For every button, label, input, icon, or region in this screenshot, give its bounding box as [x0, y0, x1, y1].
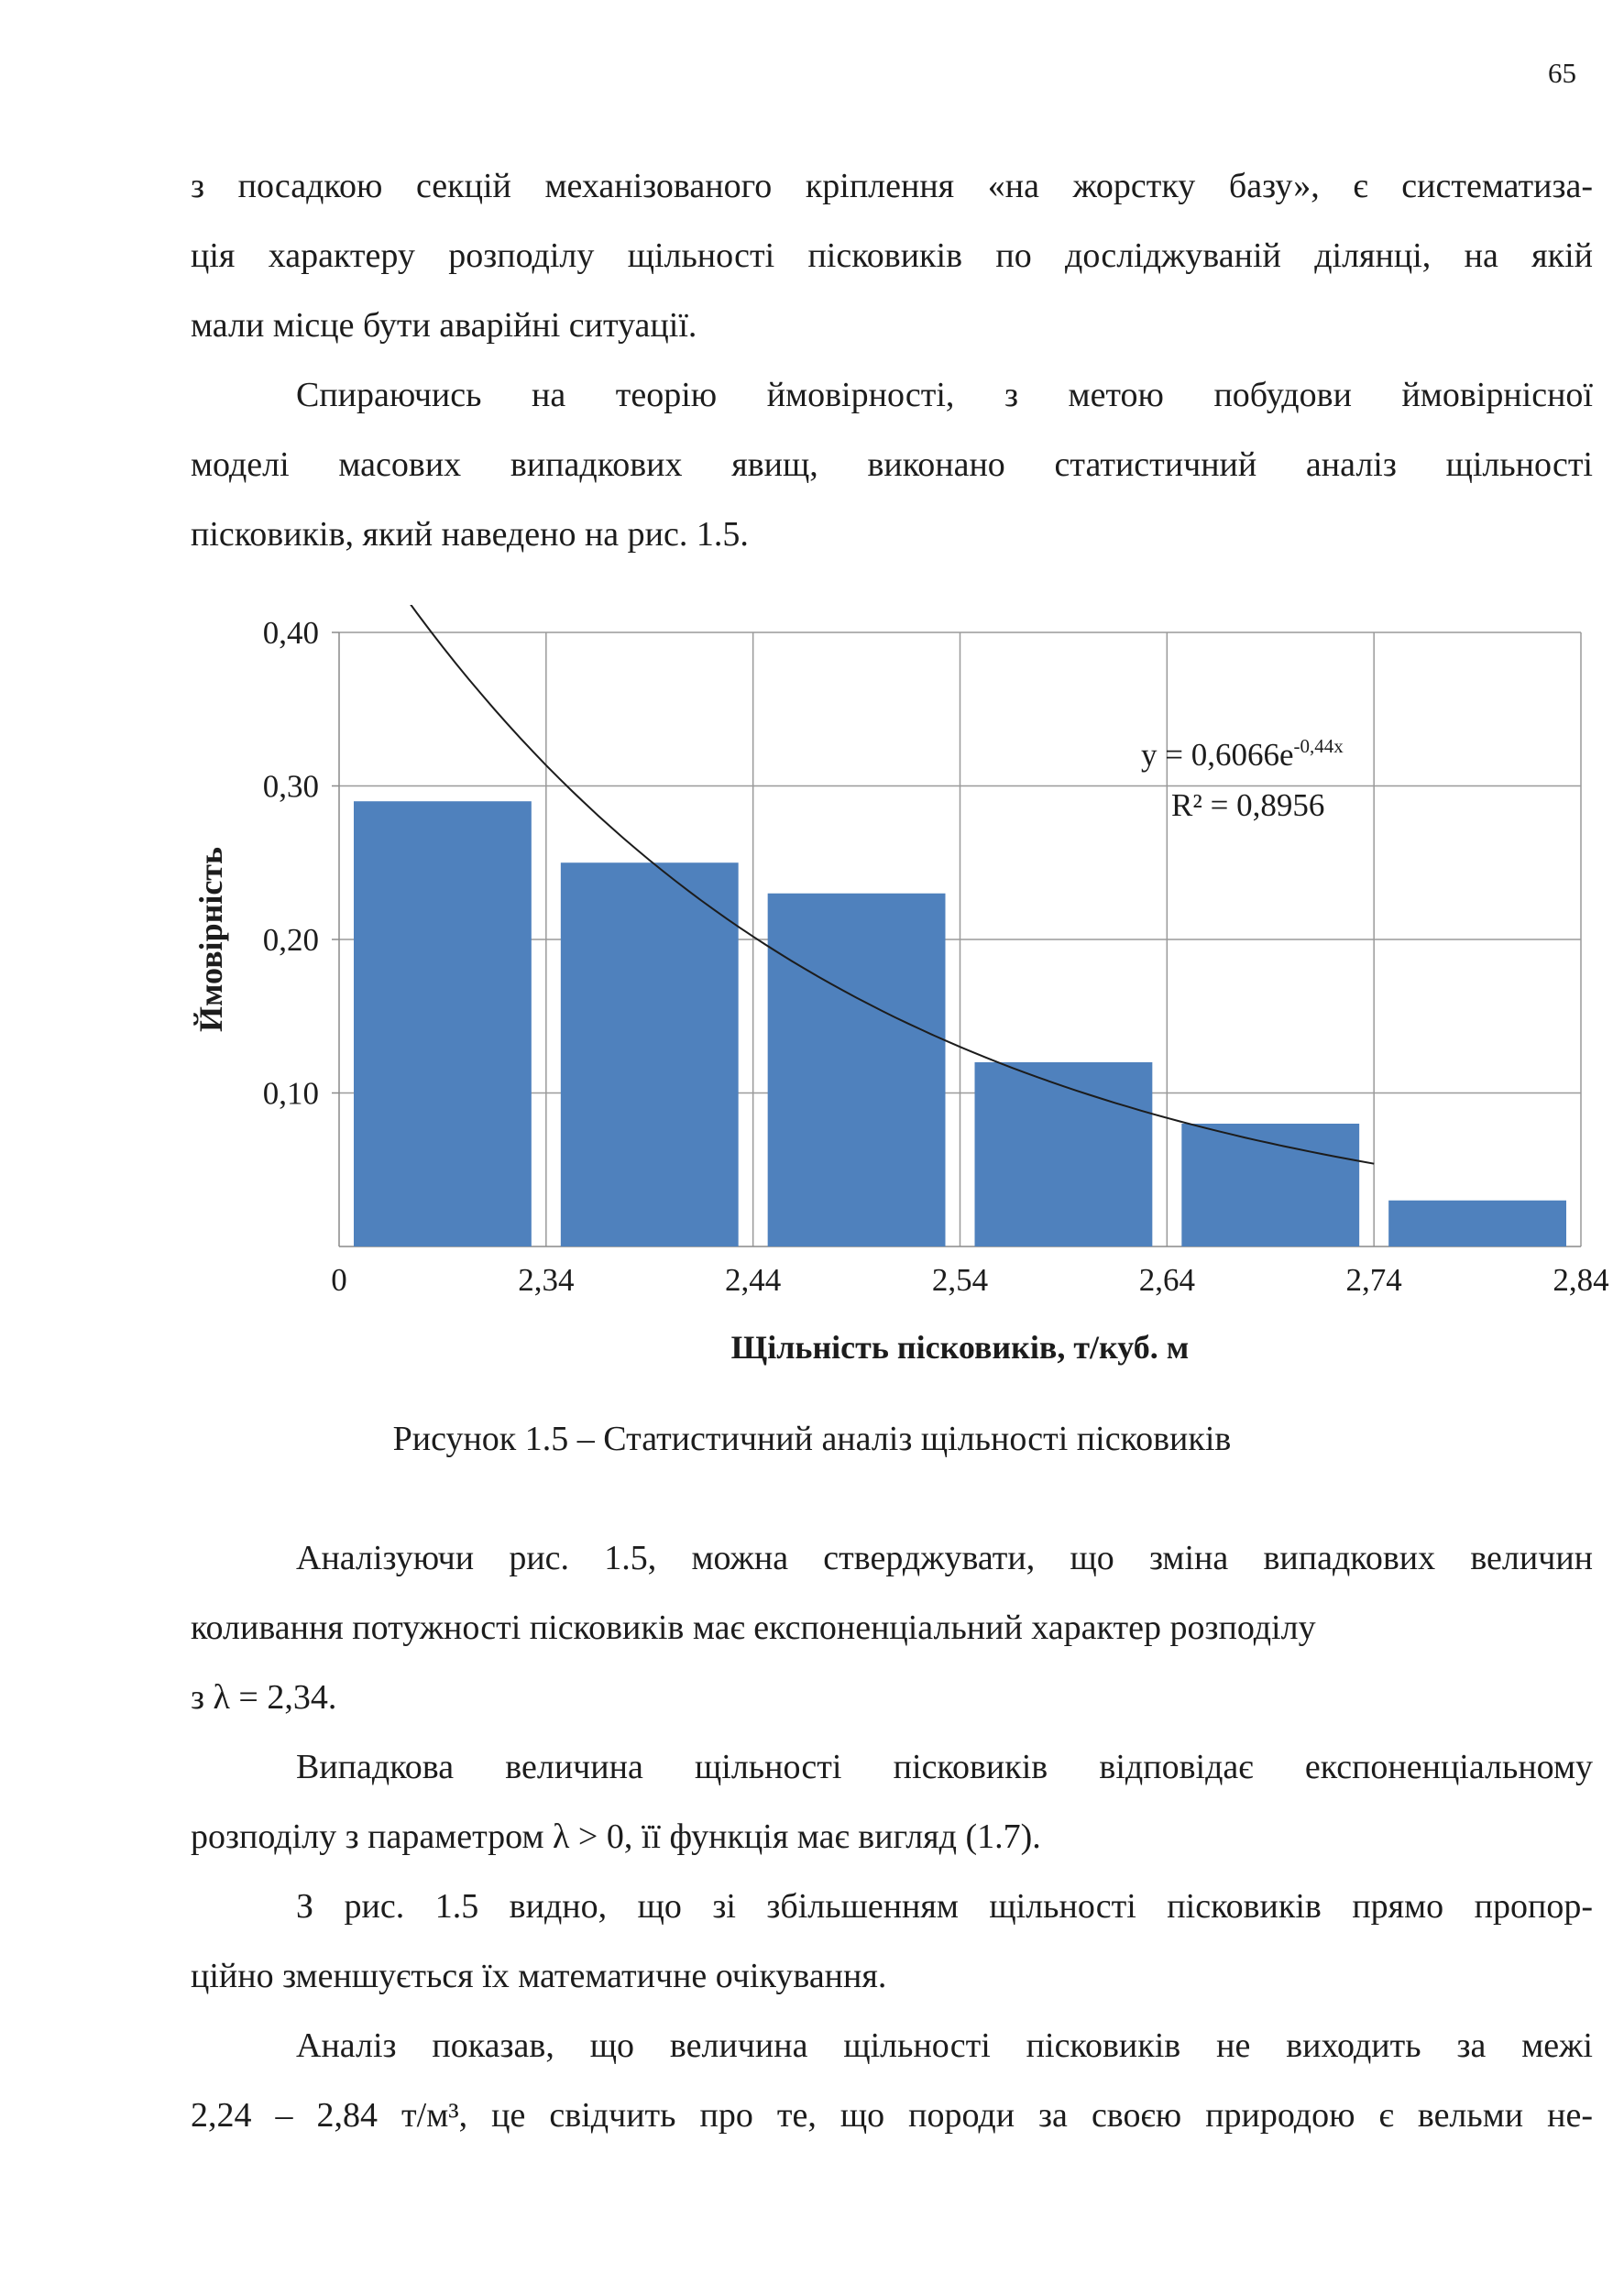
paragraph	[191, 1872, 1593, 2011]
page-number: 65	[1548, 57, 1576, 89]
trendline-equation	[1141, 735, 1344, 773]
x-tick-label: 2,54	[931, 1262, 989, 1298]
trendline-equation-exponent: -0,44x	[1293, 735, 1344, 757]
bar	[1181, 1124, 1359, 1246]
text-line: 2,24 – 2,84 т/м³, це свідчить про те, що породи за своєю природою є вельми не-	[191, 2096, 1593, 2135]
text-line: мали місце бути аварійні ситуації.	[191, 306, 697, 345]
paragraph	[191, 2011, 1593, 2150]
bar	[975, 1062, 1153, 1246]
figure-caption: Рисунок 1.5 – Статистичний аналіз щільності пісковиків	[392, 1420, 1232, 1458]
trendline-r-squared: R² = 0,8956	[1171, 787, 1325, 823]
text-line: Аналізуючи рис. 1.5, можна стверджувати, що зміна випадкових величин	[296, 1539, 1593, 1577]
text-line: ційно зменшується їх математичне очікування.	[191, 1957, 887, 1995]
bar	[354, 801, 532, 1246]
probability-bar-chart	[183, 605, 1613, 1375]
text-line: пісковиків, який наведено на рис. 1.5.	[191, 515, 749, 554]
text-line: Аналіз показав, що величина щільності пісковиків не виходить за межі	[296, 2026, 1593, 2065]
text-line: з посадкою секцій механізованого кріплення «на жорстку базу», є систематиза-	[191, 167, 1593, 205]
text-line: ція характеру розподілу щільності пісковиків по досліджуваній ділянці, на якій	[191, 236, 1593, 275]
y-tick-label: 0,10	[262, 1075, 319, 1112]
text-line: моделі масових випадкових явищ, виконано статистичний аналіз щільності	[191, 445, 1593, 484]
figure-chart	[183, 605, 1613, 1375]
text-line: Випадкова величина щільності пісковиків відповідає експоненціальному	[296, 1748, 1593, 1786]
y-tick-label: 0,20	[262, 922, 319, 958]
x-tick-label: 0	[331, 1262, 347, 1298]
x-tick-label: 2,64	[1138, 1262, 1195, 1298]
x-axis-title: Щільність пісковиків, т/куб. м	[730, 1329, 1190, 1366]
x-tick-label: 2,74	[1345, 1262, 1402, 1298]
text-line: Спираючись на теорію ймовірності, з метою побудови ймовірнісної	[296, 376, 1593, 414]
bar	[1388, 1201, 1566, 1246]
y-axis-title: Ймовірність	[192, 846, 229, 1033]
x-tick-label: 2,34	[518, 1262, 575, 1298]
text-line: коливання потужності пісковиків має експоненціальний характер розподілу	[191, 1609, 1316, 1647]
paragraph	[191, 1732, 1593, 1872]
x-tick-label: 2,44	[725, 1262, 782, 1298]
bottom-text-block	[191, 1523, 1593, 2150]
text-line: з λ = 2,34.	[191, 1678, 337, 1717]
text-line: розподілу з параметром λ > 0, її функція має вигляд (1.7).	[191, 1817, 1041, 1856]
bar	[561, 862, 739, 1246]
text-line: З рис. 1.5 видно, що зі збільшенням щільності пісковиків прямо пропор-	[296, 1887, 1593, 1926]
paragraph	[191, 1523, 1593, 1732]
top-text-block	[191, 151, 1593, 569]
y-tick-label: 0,30	[262, 768, 319, 805]
paragraph	[191, 151, 1593, 360]
paragraph	[191, 360, 1593, 569]
trendline-equation-base: y = 0,6066e	[1141, 737, 1294, 773]
x-tick-label: 2,84	[1553, 1262, 1609, 1298]
bar	[768, 894, 946, 1246]
y-tick-label: 0,40	[262, 615, 319, 651]
